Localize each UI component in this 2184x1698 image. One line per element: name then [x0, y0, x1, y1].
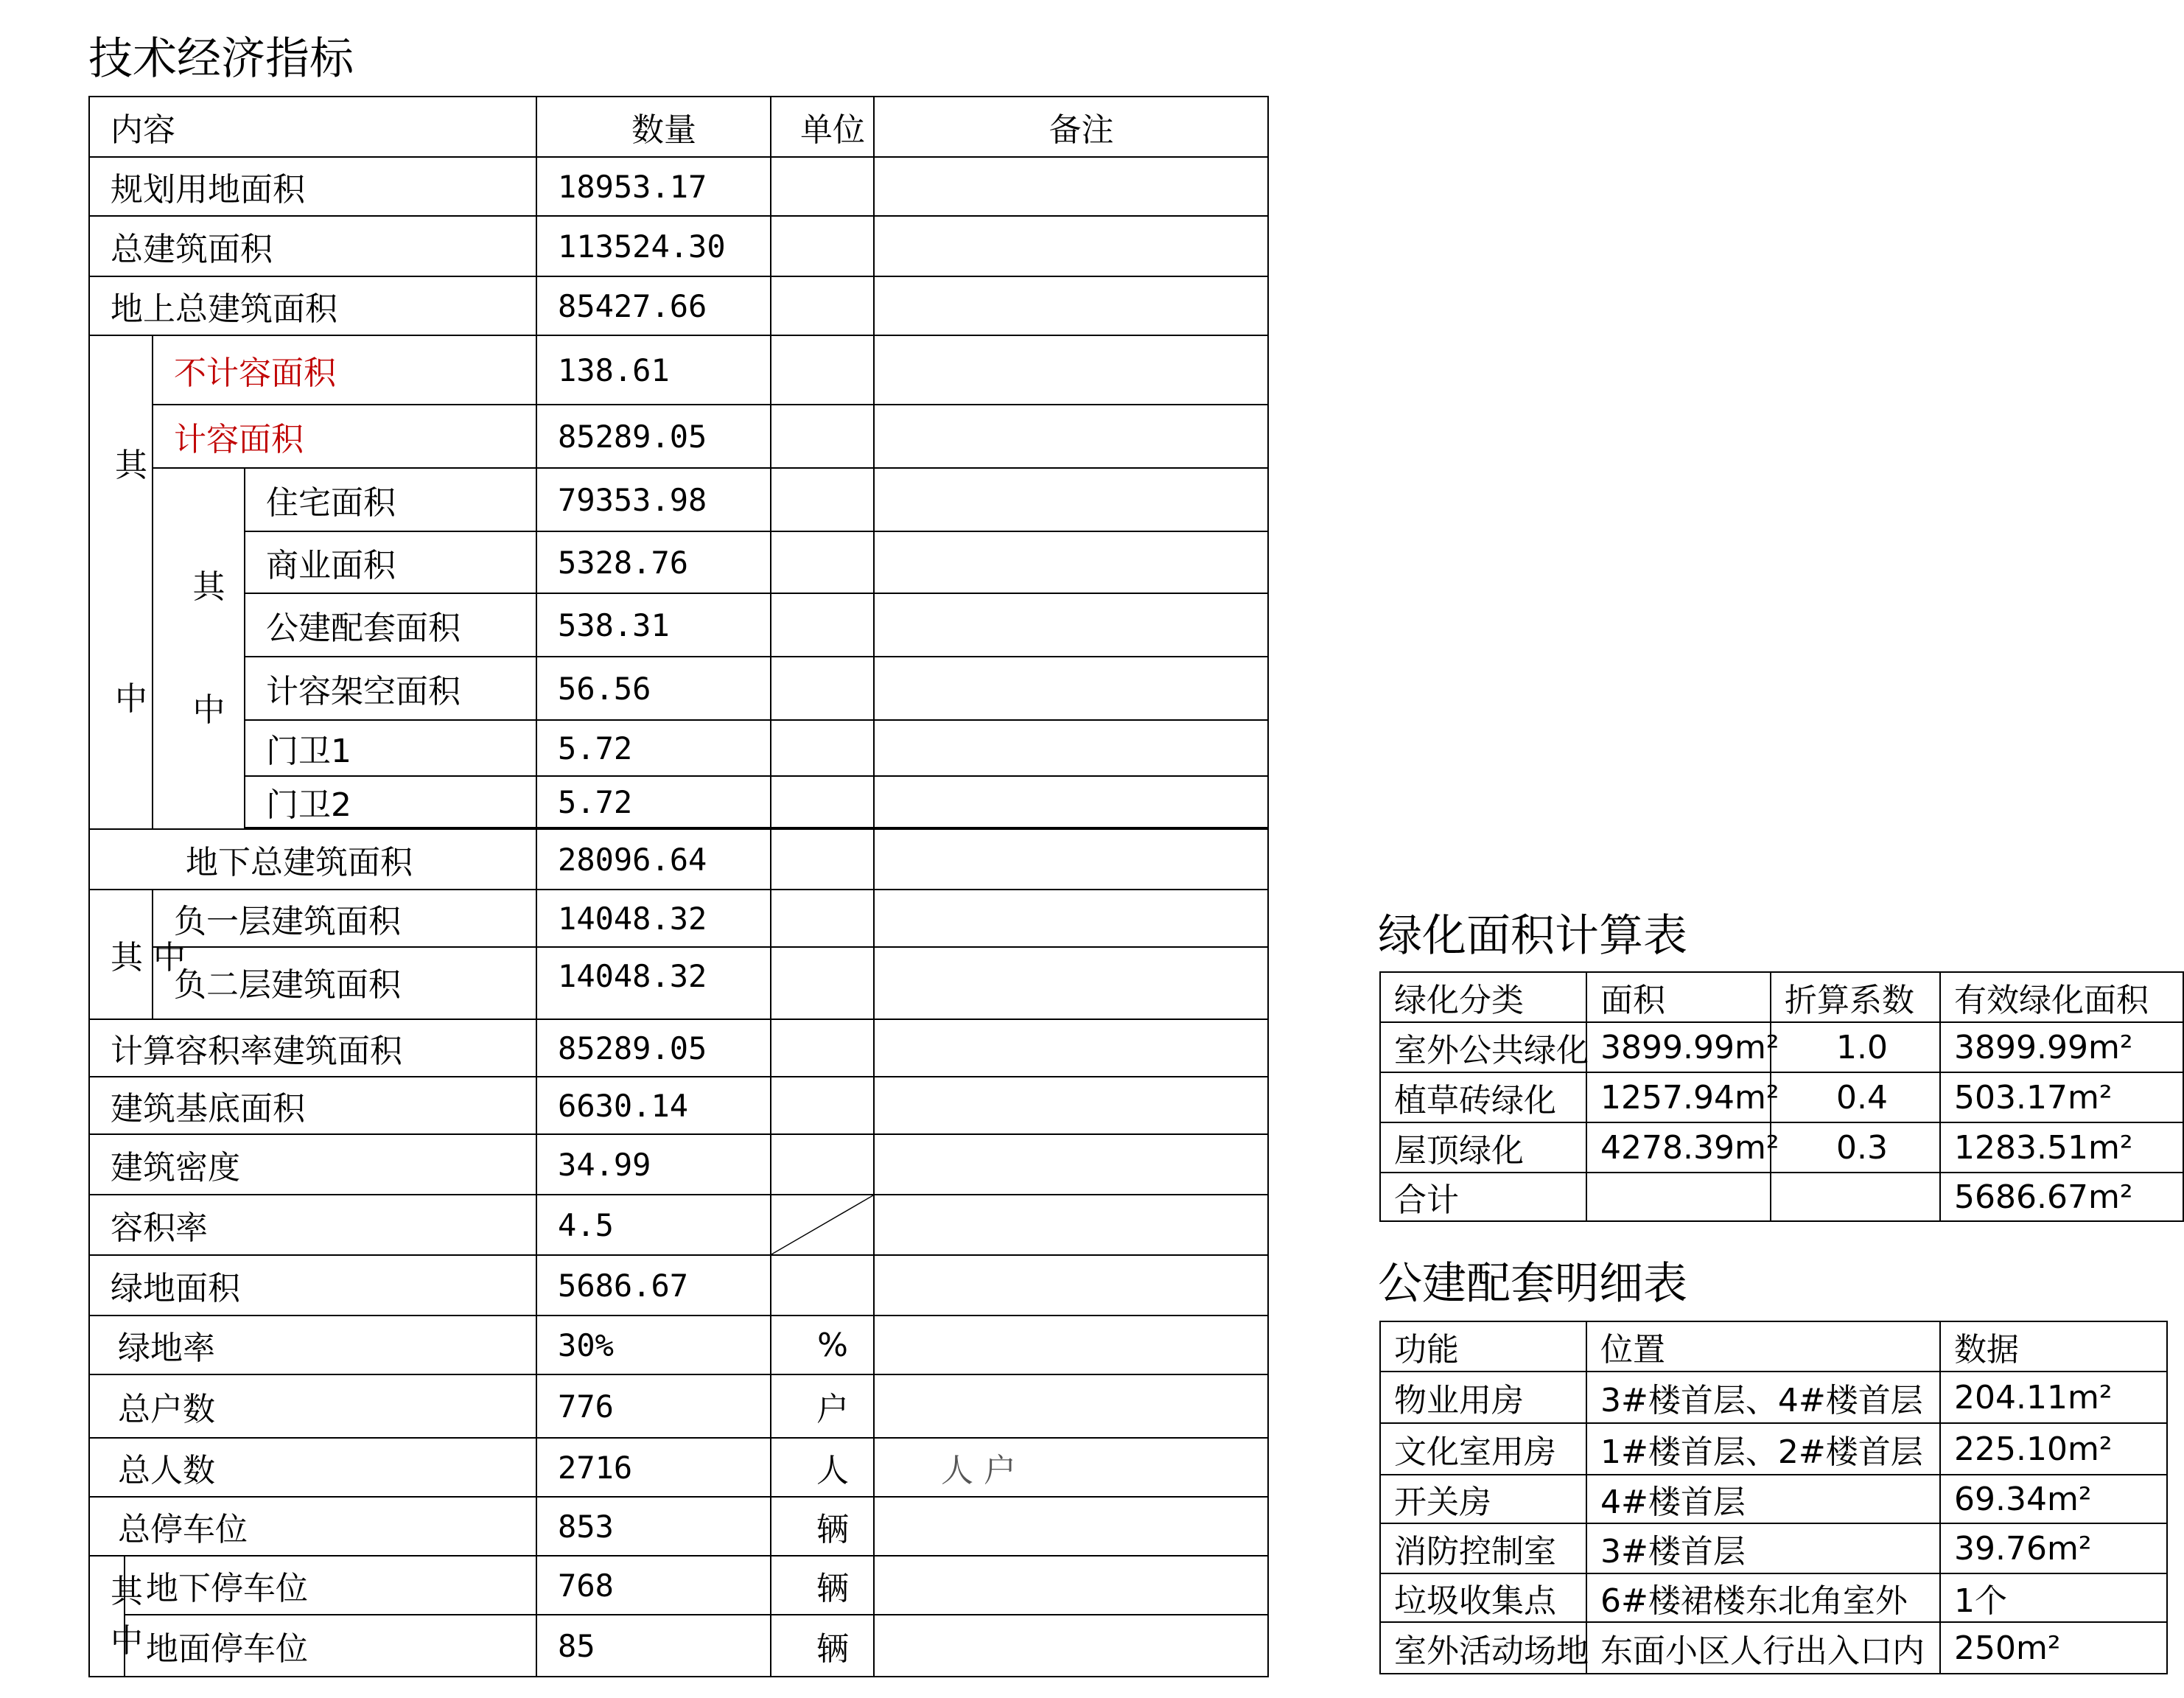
row-label: 负二层建筑面积 [153, 947, 536, 1019]
table-row [89, 531, 1268, 593]
green-area-table [1379, 971, 2184, 1222]
table-row [89, 1316, 1268, 1374]
green-table-title: 绿化面积计算表 [1378, 910, 1687, 962]
row-label: 地上总建筑面积 [89, 276, 536, 335]
header-quantity: 数量 [536, 97, 771, 157]
row-label: 负一层建筑面积 [153, 890, 536, 947]
table-row [89, 1134, 1268, 1195]
pub-table-row [1380, 1622, 2167, 1674]
row-label: 容积率 [89, 1195, 536, 1255]
group-parking-label [89, 1556, 143, 1677]
pub-table-cell: 室外活动场地 [1380, 1622, 1586, 1674]
row-label: 绿地率 [89, 1316, 536, 1374]
row-value: 34.99 [536, 1134, 771, 1195]
row-value: 776 [536, 1374, 771, 1438]
table-row [89, 468, 1268, 531]
green-table-cell: 0.4 [1771, 1072, 1940, 1122]
pub-table-cell: 1个 [1940, 1573, 2167, 1622]
row-label: 计算容积率建筑面积 [89, 1019, 536, 1077]
row-value: 113524.30 [536, 216, 771, 276]
pub-table-cell: 消防控制室 [1380, 1523, 1586, 1573]
row-value: 5686.67 [536, 1255, 771, 1316]
group-qizhong-label [89, 335, 153, 829]
table-row [89, 657, 1268, 720]
green-table-cell: 3899.99m² [1940, 1022, 2183, 1072]
pub-table-cell: 文化室用房 [1380, 1423, 1586, 1475]
pub-table-row [1380, 1423, 2167, 1475]
row-label: 总建筑面积 [89, 216, 536, 276]
green-table-cell [1586, 1173, 1771, 1221]
subgroup-label-qi: 其 [192, 567, 225, 606]
row-unit: 户 [771, 1374, 874, 1438]
table-row [89, 216, 1268, 276]
row-label: 总停车位 [89, 1497, 536, 1556]
pub-table-cell: 250m² [1940, 1622, 2167, 1674]
green-table-cell: 室外公共绿化 [1380, 1022, 1586, 1072]
row-value: 79353.98 [536, 468, 771, 531]
row-label: 建筑密度 [89, 1134, 536, 1195]
table-row [89, 1497, 1268, 1556]
table-row [89, 1019, 1268, 1077]
green-table-cell: 合计 [1380, 1173, 1586, 1221]
pub-header-cell: 位置 [1586, 1321, 1940, 1372]
green-table-cell: 5686.67m² [1940, 1173, 2183, 1221]
green-table-cell: 1257.94m² [1586, 1072, 1771, 1122]
row-value: 85427.66 [536, 276, 771, 335]
pub-table-cell: 204.11m² [1940, 1372, 2167, 1423]
row-value: 5.72 [536, 720, 771, 776]
row-label: 商业面积 [245, 531, 536, 593]
pub-table-cell: 6#楼裙楼东北角室外 [1586, 1573, 1940, 1622]
table-row [89, 829, 1268, 890]
row-unit: 辆 [771, 1497, 874, 1556]
row-value: 538.31 [536, 593, 771, 657]
table-row [89, 157, 1268, 216]
row-value: 85289.05 [536, 405, 771, 468]
pub-table-cell: 1#楼首层、2#楼首层 [1586, 1423, 1940, 1475]
table-row [89, 947, 1268, 1019]
green-table-cell: 1283.51m² [1940, 1122, 2183, 1173]
row-label: 门卫2 [245, 776, 536, 828]
group-underground-label: 其 中 [89, 890, 153, 1019]
row-value: 853 [536, 1497, 771, 1556]
pub-header-row [1380, 1321, 2167, 1372]
row-label: 地下停车位 [125, 1556, 536, 1615]
table-row [89, 1438, 1268, 1497]
pub-table-cell: 4#楼首层 [1586, 1475, 1940, 1523]
row-value: 5.72 [536, 776, 771, 828]
row-unit: 辆 [771, 1615, 874, 1677]
row-label: 门卫1 [245, 720, 536, 776]
row-label: 住宅面积 [245, 468, 536, 531]
green-table-cell [1771, 1173, 1940, 1221]
row-unit: % [771, 1316, 874, 1374]
header-remark: 备注 [874, 97, 1268, 157]
pub-table-cell: 开关房 [1380, 1475, 1586, 1523]
pub-header-cell: 功能 [1380, 1321, 1586, 1372]
table-row [89, 593, 1268, 657]
row-value: 138.61 [536, 335, 771, 405]
row-value: 85289.05 [536, 1019, 771, 1077]
row-unit: 辆 [771, 1556, 874, 1615]
green-table-row [1380, 1022, 2183, 1072]
row-value: 14048.32 [536, 947, 771, 1019]
pub-table-cell: 垃圾收集点 [1380, 1573, 1586, 1622]
row-value: 6630.14 [536, 1077, 771, 1134]
row-label: 不计容面积 [153, 335, 536, 405]
row-value: 14048.32 [536, 890, 771, 947]
pub-table-row [1380, 1523, 2167, 1573]
row-label: 计容面积 [153, 405, 536, 468]
header-unit: 单位 [771, 97, 874, 157]
table-row [89, 1615, 1268, 1677]
green-table-row [1380, 1122, 2183, 1173]
table-row [89, 1374, 1268, 1438]
pub-table-cell: 69.34m² [1940, 1475, 2167, 1523]
row-value: 30% [536, 1316, 771, 1374]
subgroup-label-zhong: 中 [192, 691, 225, 729]
row-label: 总人数 [89, 1438, 536, 1497]
row-label: 规划用地面积 [89, 157, 536, 216]
row-label: 地面停车位 [125, 1615, 536, 1677]
green-table-cell: 503.17m² [1940, 1072, 2183, 1122]
tech-econ-table [88, 96, 1269, 1677]
green-table-row [1380, 1072, 2183, 1122]
row-value: 56.56 [536, 657, 771, 720]
subgroup-qizhong-label [153, 468, 245, 829]
table-row [89, 1195, 1268, 1255]
table-row [89, 1255, 1268, 1316]
green-table-cell: 0.3 [1771, 1122, 1940, 1173]
row-value: 28096.64 [536, 829, 771, 890]
row-value: 2716 [536, 1438, 771, 1497]
public-facilities-table [1379, 1321, 2168, 1674]
green-table-cell: 3899.99m² [1586, 1022, 1771, 1072]
pub-table-cell: 225.10m² [1940, 1423, 2167, 1475]
row-label: 总户数 [89, 1374, 536, 1438]
table-row [89, 720, 1268, 776]
table-row [89, 776, 1268, 828]
pub-table-cell: 物业用房 [1380, 1372, 1586, 1423]
green-header-cell: 面积 [1586, 972, 1771, 1022]
green-table-cell: 4278.39m² [1586, 1122, 1771, 1173]
pub-header-cell: 数据 [1940, 1321, 2167, 1372]
row-value: 4.5 [536, 1195, 771, 1255]
row-label: 绿地面积 [89, 1255, 536, 1316]
table-row [89, 405, 1268, 468]
pub-table-row [1380, 1573, 2167, 1622]
green-header-cell: 折算系数 [1771, 972, 1940, 1022]
pub-table-row [1380, 1475, 2167, 1523]
row-value: 18953.17 [536, 157, 771, 216]
group-label-qi: 其 [115, 446, 147, 484]
green-table-row [1380, 1173, 2183, 1221]
row-label: 地下总建筑面积 [89, 829, 536, 890]
header-row [89, 97, 1268, 157]
pub-table-row [1380, 1372, 2167, 1423]
green-header-row [1380, 972, 2183, 1022]
row-unit: 人 [771, 1438, 874, 1497]
green-table-cell: 屋顶绿化 [1380, 1122, 1586, 1173]
row-label: 计容架空面积 [245, 657, 536, 720]
table-row [89, 1556, 1268, 1615]
group-label-zhong: 中 [115, 680, 147, 718]
table-row [89, 276, 1268, 335]
green-header-cell: 绿化分类 [1380, 972, 1586, 1022]
table-row [89, 335, 1268, 405]
pub-table-cell: 39.76m² [1940, 1523, 2167, 1573]
diagonal-cell [771, 1195, 874, 1255]
row-value: 5328.76 [536, 531, 771, 593]
row-label: 建筑基底面积 [89, 1077, 536, 1134]
row-label: 公建配套面积 [245, 593, 536, 657]
pub-table-title: 公建配套明细表 [1378, 1258, 1687, 1310]
row-remark: 人 户 [874, 1438, 1268, 1497]
green-table-cell: 1.0 [1771, 1022, 1940, 1072]
table-row [89, 1077, 1268, 1134]
parking-label-qi: 其 [111, 1572, 143, 1610]
row-value: 768 [536, 1556, 771, 1615]
green-header-cell: 有效绿化面积 [1940, 972, 2183, 1022]
main-table-title: 技术经济指标 [88, 33, 354, 85]
pub-table-cell: 东面小区人行出入口内 [1586, 1622, 1940, 1674]
row-value: 85 [536, 1615, 771, 1677]
green-table-cell: 植草砖绿化 [1380, 1072, 1586, 1122]
header-content: 内容 [89, 97, 536, 157]
diagonal-line [771, 1195, 873, 1254]
parking-label-zhong: 中 [111, 1622, 143, 1660]
pub-table-cell: 3#楼首层 [1586, 1523, 1940, 1573]
table-row [89, 890, 1268, 947]
pub-table-cell: 3#楼首层、4#楼首层 [1586, 1372, 1940, 1423]
